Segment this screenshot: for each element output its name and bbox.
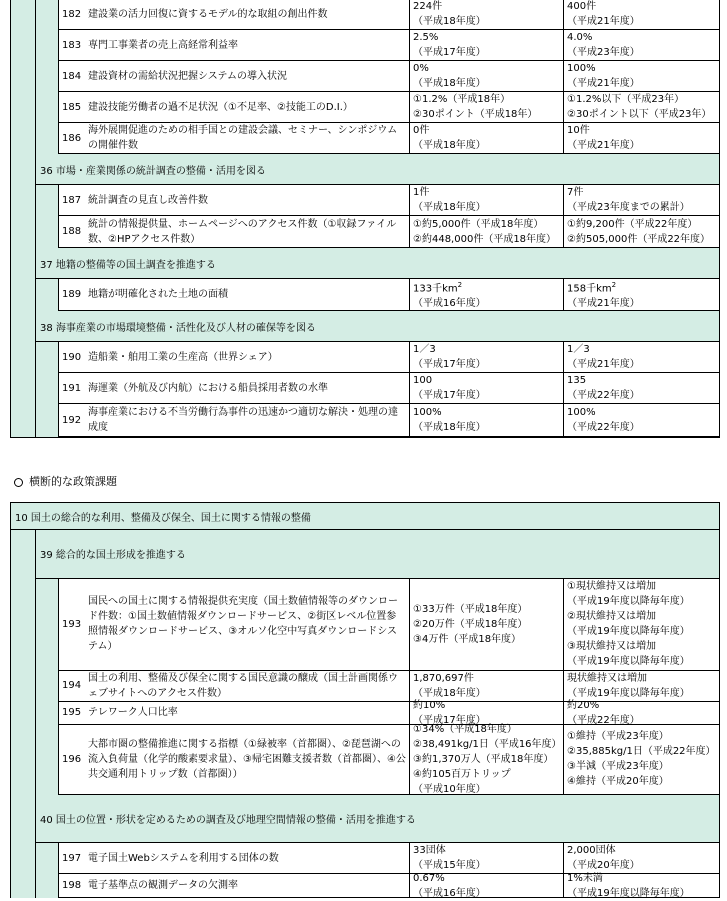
- indicator-description: 建設業の活力回復に資するモデル的な取組の創出件数: [88, 0, 410, 29]
- target-value: [564, 30, 718, 60]
- target-line: ①1.2%以下（平成23年）: [567, 94, 685, 105]
- policy-10-header: [11, 503, 719, 530]
- goal-39-header: [36, 530, 719, 579]
- target-value: [564, 671, 718, 701]
- baseline-line: ①34%（平成18年度）: [413, 723, 517, 735]
- target-line: （平成22年度）: [567, 390, 640, 401]
- baseline-line: （平成17年度）: [413, 390, 486, 401]
- table-row: [59, 216, 719, 248]
- baseline-line: ③4万件（平成18年度）: [413, 633, 522, 645]
- target-value: [564, 279, 718, 310]
- target-line: （平成19年度以降毎年度）: [567, 887, 690, 899]
- table-row: [59, 30, 719, 61]
- indicator-number: 196: [62, 753, 82, 765]
- goal-rail: [36, 185, 59, 248]
- goal-rail: [36, 0, 59, 154]
- baseline-value: [410, 699, 564, 726]
- indicator-description: テレワーク人口比率: [88, 702, 410, 724]
- baseline-line: 100: [413, 375, 433, 386]
- goal-40-header: [36, 795, 719, 844]
- goal-rail: [36, 342, 59, 437]
- baseline-value: [410, 123, 564, 153]
- baseline-line: （平成17年度）: [413, 47, 486, 58]
- baseline-value: [410, 725, 564, 794]
- target-line: （平成23年度）: [567, 47, 640, 58]
- baseline-line: （平成10年度）: [413, 783, 486, 795]
- target-line: ②35,885kg/1日（平成22年度）: [567, 746, 716, 757]
- indicator-number: 190: [62, 351, 82, 363]
- indicator-number: 186: [62, 132, 82, 144]
- target-line: ②30ポイント以下（平成23年）: [567, 109, 712, 120]
- baseline-value: [410, 579, 564, 670]
- indicator-number: 191: [62, 382, 82, 394]
- table-row: [59, 373, 719, 404]
- target-line: 4.0%: [567, 32, 593, 43]
- target-line: （平成20年度）: [567, 860, 640, 871]
- baseline-amount: 133千km: [413, 283, 458, 295]
- target-line: ②現状維持又は増加: [567, 611, 656, 622]
- indicator-description: 造船業・舶用工業の生産高（世界シェア）: [88, 342, 410, 372]
- target-year: （平成21年度）: [567, 298, 640, 310]
- baseline-line: （平成18年度）: [413, 687, 486, 699]
- baseline-line: ②約448,000件（平成18年度）: [413, 233, 557, 245]
- baseline-line: 2.5%: [413, 32, 439, 43]
- indicator-description: 海事産業における不当労働行為事件の迅速かつ適切な解決・処理の達成度: [88, 404, 410, 436]
- baseline-value: [410, 279, 564, 310]
- indicator-description: 大都市圏の整備推進に関する指標（①緑被率（首都圏）、②琵琶湖への流入負荷量（化学的酸素要求量）、③帰宅困難支援者数（首都圏）、④公共交通利用トリップ数（首都圏））: [88, 725, 410, 794]
- section-heading: 横断的な政策課題: [14, 473, 117, 489]
- indicator-number: 197: [62, 852, 82, 864]
- indicator-number: 182: [62, 8, 82, 20]
- baseline-line: 0.67%: [413, 872, 445, 884]
- indicator-number: 188: [62, 226, 82, 237]
- indicator-number: 185: [62, 101, 82, 113]
- indicator-description: 電子国土Webシステムを利用する団体の数: [88, 843, 410, 873]
- target-value: [564, 216, 718, 247]
- target-line: （平成21年度）: [567, 140, 640, 151]
- policy-table-top: [10, 0, 720, 438]
- baseline-line: （平成16年度）: [413, 887, 486, 899]
- baseline-line: 約10%: [413, 699, 446, 711]
- goal-38-header: [36, 311, 719, 342]
- target-line: ②約505,000件（平成22年度）: [567, 233, 711, 245]
- indicator-description: 海運業（外航及び内航）における船員採用者数の水準: [88, 373, 410, 403]
- goal-39-label: 39 総合的な国土形成を推進する: [40, 550, 186, 562]
- table-row: [59, 843, 719, 874]
- target-value: [564, 92, 718, 122]
- target-line: 10件: [567, 125, 590, 136]
- target-value: [564, 725, 718, 794]
- goal-40-label: 40 国土の位置・形状を定めるための調査及び地理空間情報の整備・活用を推進する: [40, 814, 416, 826]
- table-row: [59, 874, 719, 898]
- indicator-number: 184: [62, 70, 82, 82]
- indicator-description: 統計調査の見直し改善件数: [88, 185, 410, 215]
- baseline-line: 224件: [413, 1, 443, 12]
- goal-rail: [36, 579, 59, 795]
- baseline-year: （平成16年度）: [413, 298, 486, 310]
- goal36-rows: [59, 185, 719, 248]
- target-line: ①約9,200件（平成22年度）: [567, 218, 698, 230]
- table-row: [59, 185, 719, 216]
- indicator-number: 187: [62, 194, 82, 206]
- baseline-value: [410, 373, 564, 403]
- baseline-value: [410, 61, 564, 91]
- target-line: （平成23年度までの累計）: [567, 202, 690, 213]
- target-line: 100%: [567, 63, 596, 74]
- baseline-line: ②20万件（平成18年度）: [413, 618, 528, 630]
- baseline-line: ①33万件（平成18年度）: [413, 603, 528, 615]
- target-line: ③半減（平成23年度）: [567, 761, 669, 772]
- indicator-number: 183: [62, 39, 82, 51]
- indicator-description: 地籍が明確化された土地の面積: [88, 279, 410, 310]
- indicator-number: 195: [62, 707, 82, 718]
- baseline-line: ②38,491kg/1日（平成16年度）: [413, 738, 562, 750]
- goal39-rows: [59, 579, 719, 795]
- baseline-value: [410, 185, 564, 215]
- baseline-value: [410, 843, 564, 873]
- target-line: （平成21年度）: [567, 16, 640, 27]
- baseline-line: 100%: [413, 407, 442, 418]
- table-row: [59, 725, 719, 795]
- target-line: 400件: [567, 1, 597, 12]
- baseline-line: ④約105百万トリップ: [413, 768, 511, 780]
- goal35-rows: [59, 0, 719, 154]
- baseline-value: [410, 671, 564, 701]
- policy-rail: [11, 0, 36, 437]
- target-value: [564, 579, 718, 670]
- indicator-description: 建設技能労働者の過不足状況（①不足率、②技能工のD.I.）: [88, 92, 410, 122]
- target-line: 1／3: [567, 344, 590, 355]
- indicator-description: 海外展開促進のための相手国との建設会議、セミナー、シンポジウムの開催件数: [88, 123, 410, 153]
- target-unit-sup: 2: [611, 280, 617, 289]
- baseline-value: [410, 0, 564, 29]
- target-value: [564, 0, 718, 29]
- goal-37-header: [36, 248, 719, 279]
- target-amount: 158千km: [567, 283, 612, 295]
- baseline-unit-sup: 2: [457, 280, 463, 289]
- target-line: 7件: [567, 187, 584, 198]
- indicator-description: 国民への国土に関する情報提供充実度（国土数値情報等のダウンロード件数：①国土数値情報ダウンロードサービス、②街区レベル位置参照情報ダウンロードサービス、③オルソ化空中写真ダウンロードシステム）: [88, 579, 410, 670]
- target-line: （平成21年度）: [567, 359, 640, 370]
- target-value: [564, 373, 718, 403]
- policy-10-label: 10 国土の総合的な利用、整備及び保全、国土に関する情報の整備: [15, 512, 311, 524]
- target-value: [564, 404, 718, 436]
- baseline-line: 1件: [413, 187, 430, 198]
- target-line: ①維持（平成23年度）: [567, 731, 669, 742]
- table-row: [59, 61, 719, 92]
- target-line: （平成19年度以降毎年度）: [567, 656, 690, 667]
- baseline-value: [410, 874, 564, 897]
- goal-36-label: 36 市場・産業関係の統計調査の整備・活用を図る: [40, 165, 266, 177]
- goal38-rows: [59, 342, 719, 437]
- target-line: 現状維持又は増加: [567, 672, 647, 684]
- baseline-line: 1,870,697件: [413, 672, 474, 684]
- target-value: [564, 342, 718, 372]
- baseline-line: ①約5,000件（平成18年度）: [413, 218, 544, 230]
- baseline-line: ②30ポイント（平成18年）: [413, 109, 538, 120]
- goal-rail: [36, 279, 59, 311]
- baseline-line: ③約1,370万人（平成18年度）: [413, 753, 554, 765]
- target-value: [564, 843, 718, 873]
- target-value: [564, 699, 718, 726]
- target-line: 2,000団体: [567, 845, 616, 856]
- baseline-line: （平成18年度）: [413, 140, 486, 151]
- baseline-line: （平成15年度）: [413, 860, 486, 871]
- indicator-number: 194: [62, 680, 82, 691]
- target-line: （平成19年度以降毎年度）: [567, 687, 690, 699]
- indicator-number: 198: [62, 880, 82, 891]
- indicator-description: 建設資材の需給状況把握システムの導入状況: [88, 61, 410, 91]
- baseline-line: 1／3: [413, 344, 436, 355]
- target-line: （平成22年度）: [567, 422, 640, 433]
- table-row: [59, 342, 719, 373]
- table-row: [59, 404, 719, 437]
- baseline-value: [410, 216, 564, 247]
- baseline-line: ①1.2%（平成18年）: [413, 94, 511, 105]
- baseline-line: 33団体: [413, 845, 446, 856]
- target-value: [564, 123, 718, 153]
- baseline-line: （平成18年度）: [413, 422, 486, 433]
- indicator-description: 専門工事業者の売上高経常利益率: [88, 30, 410, 60]
- goal-37-label: 37 地籍の整備等の国土調査を推進する: [40, 259, 216, 271]
- target-line: （平成22年度）: [567, 714, 640, 726]
- table-row: [59, 123, 719, 154]
- target-line: ④維持（平成20年度）: [567, 776, 669, 787]
- baseline-value: [410, 92, 564, 122]
- baseline-value: [410, 30, 564, 60]
- indicator-number: 193: [62, 618, 82, 630]
- target-value: [564, 874, 718, 897]
- target-line: 135: [567, 375, 587, 386]
- target-line: （平成19年度以降毎年度）: [567, 626, 690, 637]
- indicator-description: 国土の利用、整備及び保全に関する国民意識の醸成（国土計画関係ウェブサイトへのアクセス件数）: [88, 671, 410, 701]
- target-line: 約20%: [567, 699, 600, 711]
- goal-38-label: 38 海事産業の市場環境整備・活性化及び人材の確保等を図る: [40, 322, 316, 334]
- table-row: [59, 0, 719, 30]
- target-line: ③現状維持又は増加: [567, 641, 656, 652]
- indicator-number: 189: [62, 289, 82, 300]
- target-line: 1%未満: [567, 872, 603, 884]
- table-row: [59, 92, 719, 123]
- circle-bullet-icon: [14, 478, 23, 487]
- target-line: 100%: [567, 407, 596, 418]
- indicator-description: 電子基準点の観測データの欠測率: [88, 874, 410, 897]
- baseline-value: [410, 342, 564, 372]
- target-line: （平成19年度以降毎年度）: [567, 596, 690, 607]
- table-row: [59, 279, 719, 311]
- baseline-line: （平成18年度）: [413, 202, 486, 213]
- policy-rail: [11, 530, 36, 898]
- baseline-line: （平成17年度）: [413, 714, 486, 726]
- baseline-line: 0%: [413, 63, 429, 74]
- policy-table-bottom: [10, 502, 720, 898]
- table-row: [59, 579, 719, 671]
- indicator-number: 192: [62, 414, 82, 426]
- target-value: [564, 61, 718, 91]
- baseline-line: （平成17年度）: [413, 359, 486, 370]
- table-row: [59, 699, 719, 726]
- baseline-line: 0件: [413, 125, 430, 136]
- target-value: [564, 185, 718, 215]
- goal-36-header: [36, 154, 719, 185]
- baseline-line: （平成18年度）: [413, 78, 486, 89]
- baseline-line: （平成18年度）: [413, 16, 486, 27]
- target-line: （平成21年度）: [567, 78, 640, 89]
- indicator-description: 統計の情報提供量、ホームページへのアクセス件数（①収録ファイル数、②HPアクセス件数）: [88, 216, 410, 247]
- baseline-value: [410, 404, 564, 436]
- target-line: ①現状維持又は増加: [567, 581, 656, 592]
